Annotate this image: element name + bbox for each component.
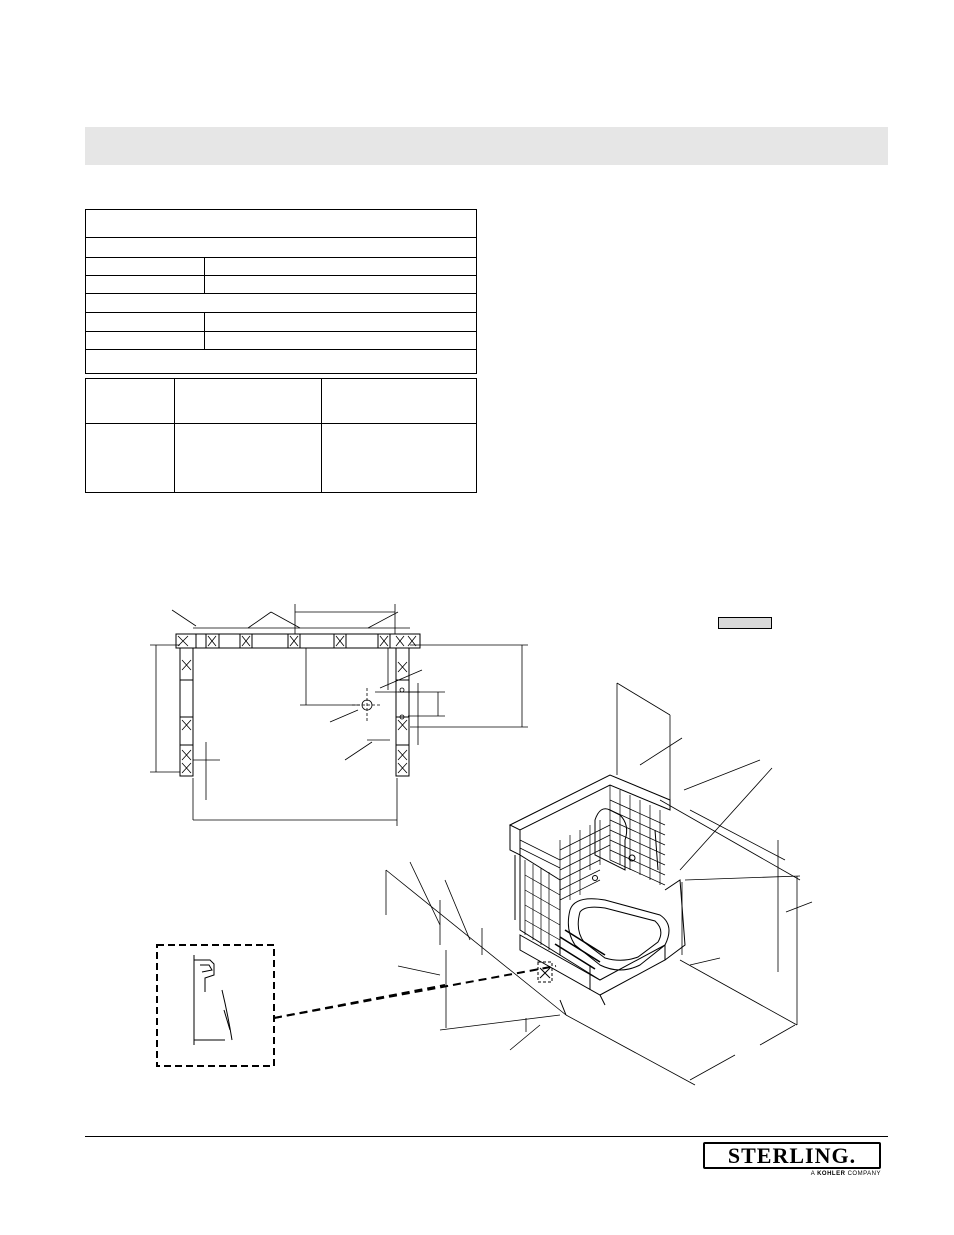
plan-view-dimensions: [150, 604, 528, 826]
detail-view: [157, 945, 556, 1066]
plan-view-framing: [176, 634, 420, 776]
isometric-dimensions: [386, 683, 812, 1085]
brand-tagline-suffix: COMPANY: [847, 1171, 881, 1177]
isometric-bathtub-unit: [510, 775, 685, 1015]
brand-tagline-prefix: A: [810, 1171, 815, 1177]
brand-tagline: [811, 1171, 881, 1177]
brand-logo: [700, 1140, 885, 1182]
brand-name: STERLING.: [727, 1143, 857, 1168]
brand-logo-frame: [703, 1142, 881, 1169]
brand-tagline-brand: KOHLER: [817, 1171, 846, 1177]
footer-rule: [85, 1136, 888, 1137]
